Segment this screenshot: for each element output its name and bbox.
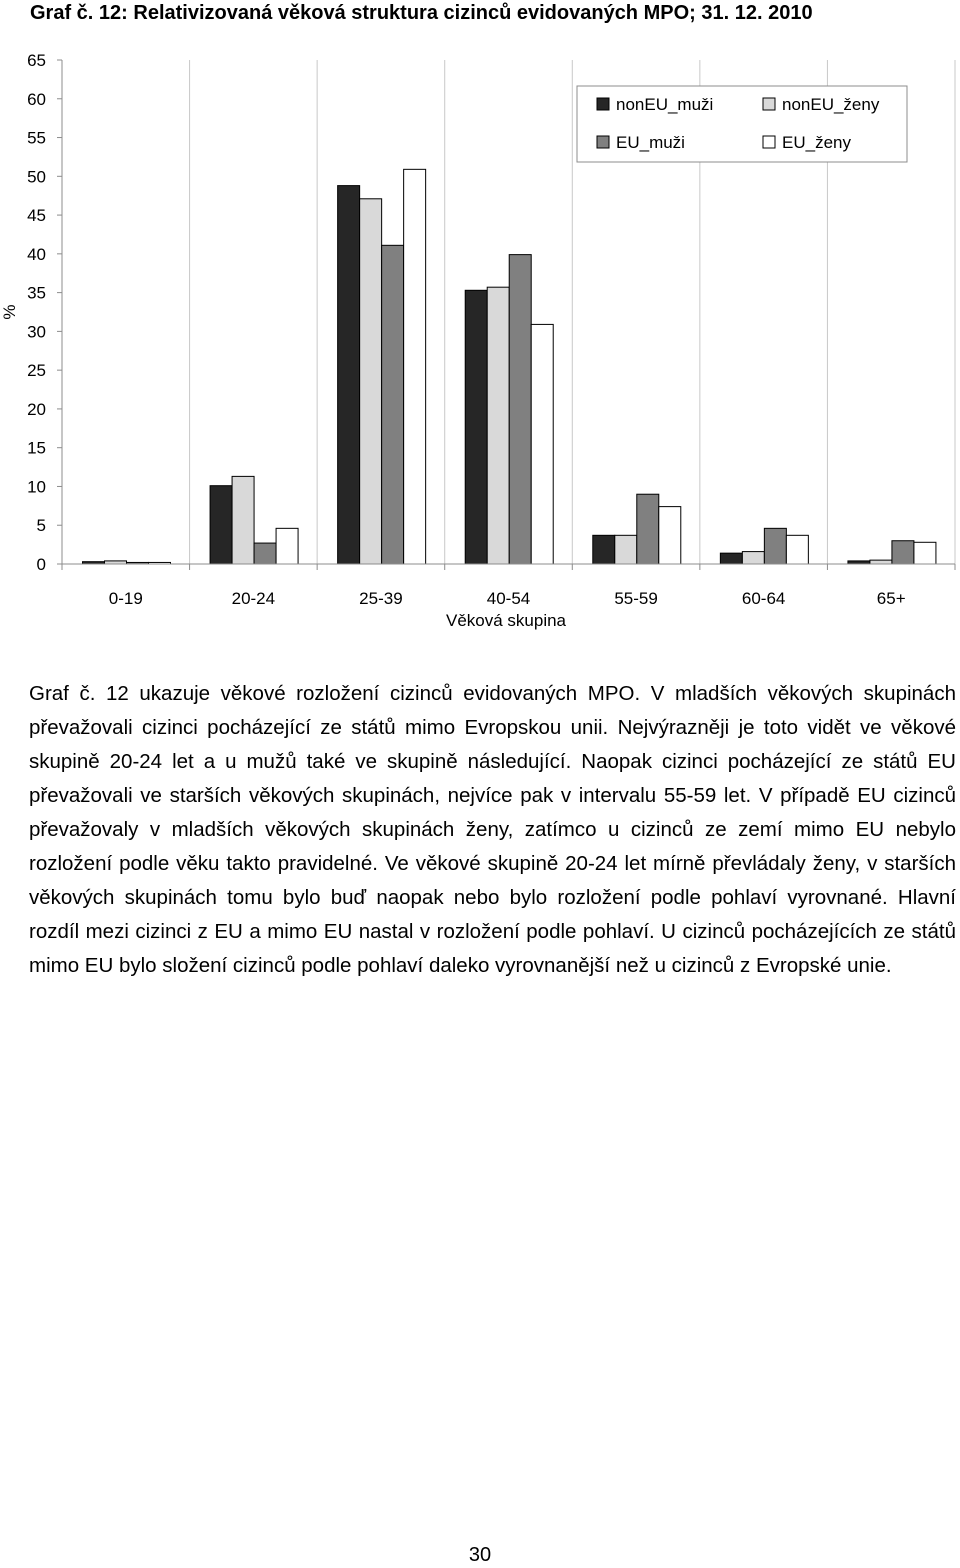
bar <box>892 541 914 564</box>
body-paragraph: Graf č. 12 ukazuje věkové rozložení cizinců evidovaných MPO. V mladších věkových skupinách převažovali cizinci pocházející ze států mimo Evropskou unii. Nejvýrazněji je toto vidět ve věkové skupině 20-24 let a u mužů také ve skupině následující. Naopak cizinci pocházející ze států EU převažovali ve starších věkových skupinách, nejvíce pak v intervalu 55-59 let. V případě EU cizinců převažovaly v mladších věkových skupinách ženy, zatímco u cizinců ze zemí mimo EU nebylo rozložení podle věku takto pravidelné. Ve věkové skupině 20-24 let mírně převládaly ženy, v starších věkových skupinách tomu bylo buď naopak nebo bylo rozložení podle pohlaví vyrovnané. Hlavní rozdíl mezi cizinci z EU a mimo EU nastal v rozložení podle pohlaví. U cizinců pocházejících ze států mimo EU bylo složení cizinců podle pohlaví daleko vyrovnanější než u cizinců z Evropské unie. <box>29 682 956 977</box>
y-tick-label: 35 <box>27 283 46 303</box>
bar <box>404 169 426 564</box>
bar <box>360 199 382 564</box>
chart-legend <box>577 86 907 162</box>
bar <box>786 535 808 564</box>
bar <box>509 255 531 564</box>
bar <box>615 535 637 564</box>
chart-heading: Graf č. 12: Relativizovaná věková struktura cizinců evidovaných MPO; 31. 12. 2010 <box>30 2 813 24</box>
y-tick-label: 0 <box>36 555 46 574</box>
y-tick-label: 50 <box>27 167 46 187</box>
bar <box>742 552 764 564</box>
x-axis-title: Věková skupina <box>445 611 567 630</box>
x-tick-label: 40-54 <box>486 589 531 608</box>
chart-bars <box>83 169 936 564</box>
x-tick-label: 25-39 <box>359 589 403 608</box>
legend-swatch <box>597 98 609 110</box>
bar <box>254 543 276 564</box>
bar <box>659 507 681 564</box>
y-axis-title: % <box>0 304 19 320</box>
y-tick-label: 15 <box>27 438 46 458</box>
bar <box>764 528 786 564</box>
bar <box>465 290 487 564</box>
x-tick-label: 55-59 <box>614 589 658 608</box>
y-tick-label: 5 <box>36 516 46 536</box>
legend-swatch <box>763 98 775 110</box>
x-tick-label: 0-19 <box>108 589 143 608</box>
bar <box>531 324 553 564</box>
bar <box>276 528 298 564</box>
y-tick-label: 20 <box>27 399 46 419</box>
bar <box>232 476 254 564</box>
legend-swatch <box>597 136 609 148</box>
y-tick-label: 40 <box>27 244 46 264</box>
x-tick-label: 65+ <box>876 589 906 608</box>
y-tick-label: 25 <box>27 361 46 381</box>
bar <box>720 553 742 564</box>
y-tick-label: 45 <box>27 206 46 226</box>
y-tick-label: 30 <box>27 322 46 342</box>
x-tick-label: 60-64 <box>741 589 786 608</box>
bar <box>210 486 232 564</box>
bar <box>637 494 659 564</box>
legend-label: nonEU_muži <box>616 95 714 114</box>
y-tick-label: 60 <box>27 89 46 109</box>
bar <box>382 245 404 564</box>
bar <box>914 542 936 564</box>
x-tick-label: 20-24 <box>231 589 276 608</box>
y-tick-label: 10 <box>27 477 46 497</box>
bar-chart <box>0 0 960 640</box>
legend-label: EU_ženy <box>782 133 851 152</box>
bar <box>593 535 615 564</box>
page-number: 30 <box>468 1544 492 1566</box>
y-tick-label: 55 <box>27 128 46 148</box>
bar <box>870 560 892 564</box>
y-tick-label: 65 <box>27 51 46 70</box>
legend-label: EU_muži <box>616 133 685 152</box>
bar <box>487 287 509 564</box>
bar <box>338 186 360 564</box>
legend-swatch <box>763 136 775 148</box>
legend-label: nonEU_ženy <box>782 95 880 114</box>
